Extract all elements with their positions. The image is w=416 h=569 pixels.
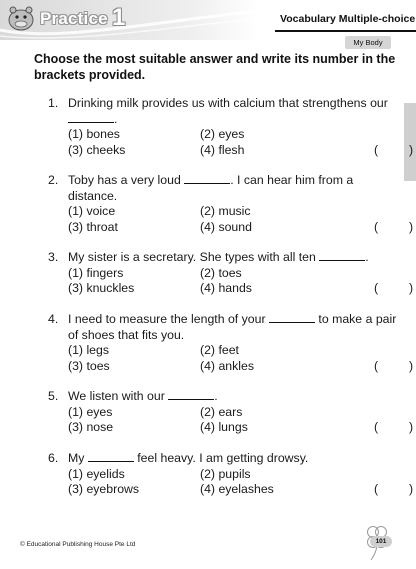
option-1: (1) voice	[68, 204, 116, 219]
option-2: (2) toes	[200, 265, 242, 280]
question-text	[68, 389, 398, 405]
option-4: (4) hands	[200, 281, 252, 296]
question-stem-end: . I can hear him from a distance.	[68, 173, 354, 203]
section-title: Vocabulary Multiple-choice	[280, 13, 416, 25]
option-4: (4) flesh	[200, 142, 245, 157]
option-3: (3) cheeks	[68, 142, 126, 157]
question-stem: My sister is a secretary. She types with all ten	[68, 250, 316, 264]
question-text	[68, 250, 398, 266]
bracket-open: (	[374, 358, 379, 373]
option-3: (3) knuckles	[68, 281, 135, 296]
question-stem: I need to measure the length of your	[68, 312, 266, 326]
option-3: (3) nose	[68, 420, 114, 435]
question-stem-end: .	[114, 111, 118, 126]
option-1: (1) eyelids	[68, 466, 125, 481]
option-2: (2) ears	[200, 404, 243, 419]
instructions: Choose the most suitable answer and write its number in the brackets provided.	[34, 52, 396, 82]
question-6	[48, 451, 414, 499]
hippo-mascot-icon	[6, 4, 36, 32]
topic-tab: My Body	[345, 36, 391, 49]
options	[68, 127, 414, 159]
question-3	[48, 250, 414, 298]
question-text	[68, 312, 398, 343]
practice-number: 1	[112, 4, 126, 31]
question-1	[48, 96, 414, 159]
copyright-footer: © Educational Publishing House Pte Ltd	[20, 541, 136, 548]
option-1: (1) bones	[68, 127, 120, 142]
question-2	[48, 173, 414, 236]
option-2: (2) eyes	[200, 127, 245, 142]
question-stem: We listen with our	[68, 389, 165, 403]
question-5	[48, 389, 414, 437]
question-stem-end: .	[365, 250, 369, 264]
option-1: (1) eyes	[68, 404, 113, 419]
question-number: 6.	[48, 451, 59, 465]
option-2: (2) feet	[200, 343, 239, 358]
options	[68, 265, 414, 298]
answer-blank[interactable]	[184, 173, 230, 184]
answer-blank[interactable]	[269, 312, 315, 323]
option-3: (3) throat	[68, 219, 118, 234]
question-number: 4.	[48, 312, 59, 326]
options	[68, 404, 414, 437]
option-1: (1) fingers	[68, 265, 124, 280]
question-stem-end: to make a pair of shoes that fits you.	[68, 312, 397, 342]
question-number: 5.	[48, 389, 59, 403]
answer-blank[interactable]	[168, 389, 214, 400]
question-stem: My	[68, 451, 85, 465]
bracket-open: (	[374, 219, 379, 234]
question-stem-end: feel heavy. I am getting drowsy.	[137, 451, 309, 465]
header-rule	[275, 30, 416, 32]
bracket-open: (	[374, 420, 379, 435]
option-4: (4) sound	[200, 219, 252, 234]
question-4	[48, 312, 414, 375]
bracket-close: )	[409, 482, 414, 497]
question-text	[68, 173, 398, 204]
question-text	[68, 96, 398, 127]
question-number: 3.	[48, 250, 59, 264]
question-stem-end: .	[214, 389, 218, 403]
bracket-close: )	[409, 358, 414, 373]
bracket-open: (	[374, 142, 379, 157]
options	[68, 343, 414, 375]
question-stem: Toby has a very loud	[68, 173, 181, 187]
option-3: (3) eyebrows	[68, 482, 140, 497]
question-number: 1.	[48, 96, 59, 110]
question-stem: Drinking milk provides us with calcium that strengthens our	[68, 96, 388, 110]
option-2: (2) pupils	[200, 466, 251, 481]
bracket-close: )	[409, 281, 414, 296]
question-text	[68, 451, 398, 467]
bracket-close: )	[409, 420, 414, 435]
option-1: (1) legs	[68, 343, 110, 358]
bracket-close: )	[409, 219, 414, 234]
option-4: (4) ankles	[200, 358, 254, 373]
question-number: 2.	[48, 173, 59, 187]
option-4: (4) lungs	[200, 420, 248, 435]
options	[68, 466, 414, 499]
answer-blank[interactable]	[88, 451, 134, 462]
bracket-open: (	[374, 482, 379, 497]
answer-blank[interactable]	[68, 112, 114, 123]
option-2: (2) music	[200, 204, 251, 219]
option-4: (4) eyelashes	[200, 482, 274, 497]
bracket-open: (	[374, 281, 379, 296]
answer-blank[interactable]	[319, 250, 365, 261]
bracket-close: )	[409, 142, 414, 157]
page-number: 101	[370, 536, 392, 547]
practice-label: Practice	[40, 9, 108, 28]
option-3: (3) toes	[68, 358, 110, 373]
options	[68, 204, 414, 236]
